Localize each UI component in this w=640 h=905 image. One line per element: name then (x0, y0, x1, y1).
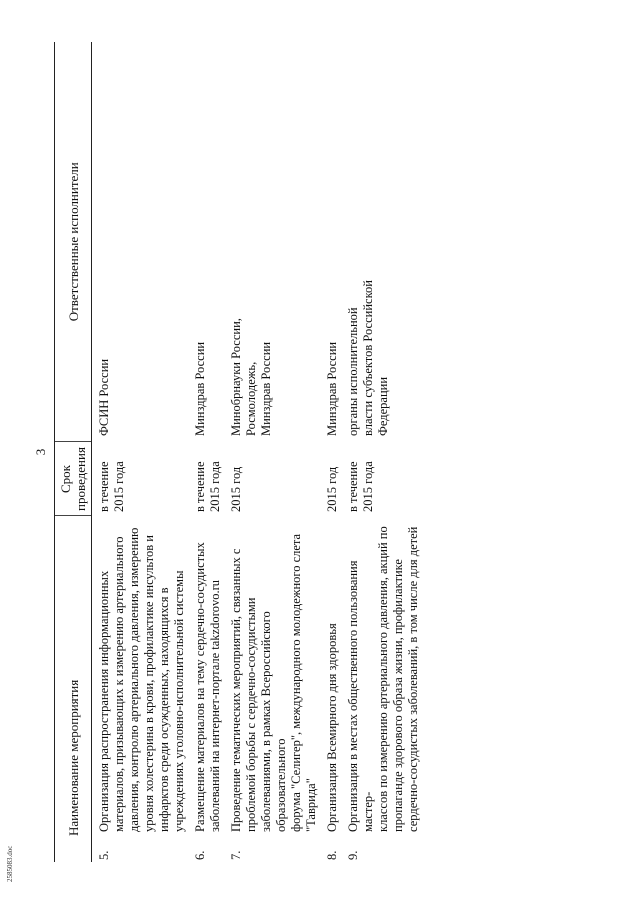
table-row (193, 42, 229, 862)
table-row (92, 42, 194, 862)
event-responsible: органы исполнительной власти субъектов Российской Федерации (346, 280, 390, 436)
event-term: 2015 год (325, 466, 339, 512)
table-header-row (55, 42, 92, 862)
row-number: 9. (346, 850, 360, 860)
row-number: 6. (193, 850, 207, 860)
header-name: Наименование мероприятия (55, 516, 92, 862)
event-term: 2015 год (229, 466, 243, 512)
event-term: в течение 2015 года (97, 461, 126, 512)
event-name: Организация распространения информационных материалов, призывающих к измерению артериального давления, контролю артериального давления, измерению уровня холестерина в крови, профилактике инсультов и инфарктов среди осужденных, находящихся в учреждениях уголовно-исполнительной системы (97, 527, 186, 832)
event-responsible: ФСИН России (97, 358, 111, 436)
event-name: Организация Всемирного дня здоровья (325, 623, 339, 832)
rotated-page (30, 42, 610, 862)
row-number: 8. (325, 850, 339, 860)
events-table (54, 42, 427, 862)
table-row (346, 42, 427, 862)
page-number: 3 (33, 448, 48, 456)
row-number: 7. (229, 850, 243, 860)
row-number: 5. (97, 850, 111, 860)
table-row (229, 42, 325, 862)
table-row (325, 42, 346, 862)
document-footer: 2585083.doc (6, 845, 14, 882)
event-name: Организация в местах общественного пользования мастер- классов по измерению артериального давления, акций по пропаганде здорового образа жизни, профилактике сердечно-сосудистых заболеваний, в том числе для детей (346, 526, 420, 832)
event-responsible: Минобрнауки России, Росмолодежь, Минздрав России (229, 318, 273, 436)
event-term: в течение 2015 года (346, 461, 375, 512)
event-name: Размещение материалов на тему сердечно-сосудистых заболеваний на интернет-портале takzdorovo.ru (193, 542, 222, 832)
event-name: Проведение тематических мероприятий, связанных с проблемой борьбы с сердечно-сосудистыми заболеваниями, в рамках Всероссийского образовательного форума "Селигер", международного молодежного слета "Таврида" (229, 533, 318, 832)
header-responsible: Ответственные исполнители (55, 42, 92, 442)
header-term: Срок проведения (55, 442, 92, 516)
event-term: в течение 2015 года (193, 461, 222, 512)
event-responsible: Минздрав России (193, 341, 207, 436)
event-responsible: Минздрав России (325, 341, 339, 436)
